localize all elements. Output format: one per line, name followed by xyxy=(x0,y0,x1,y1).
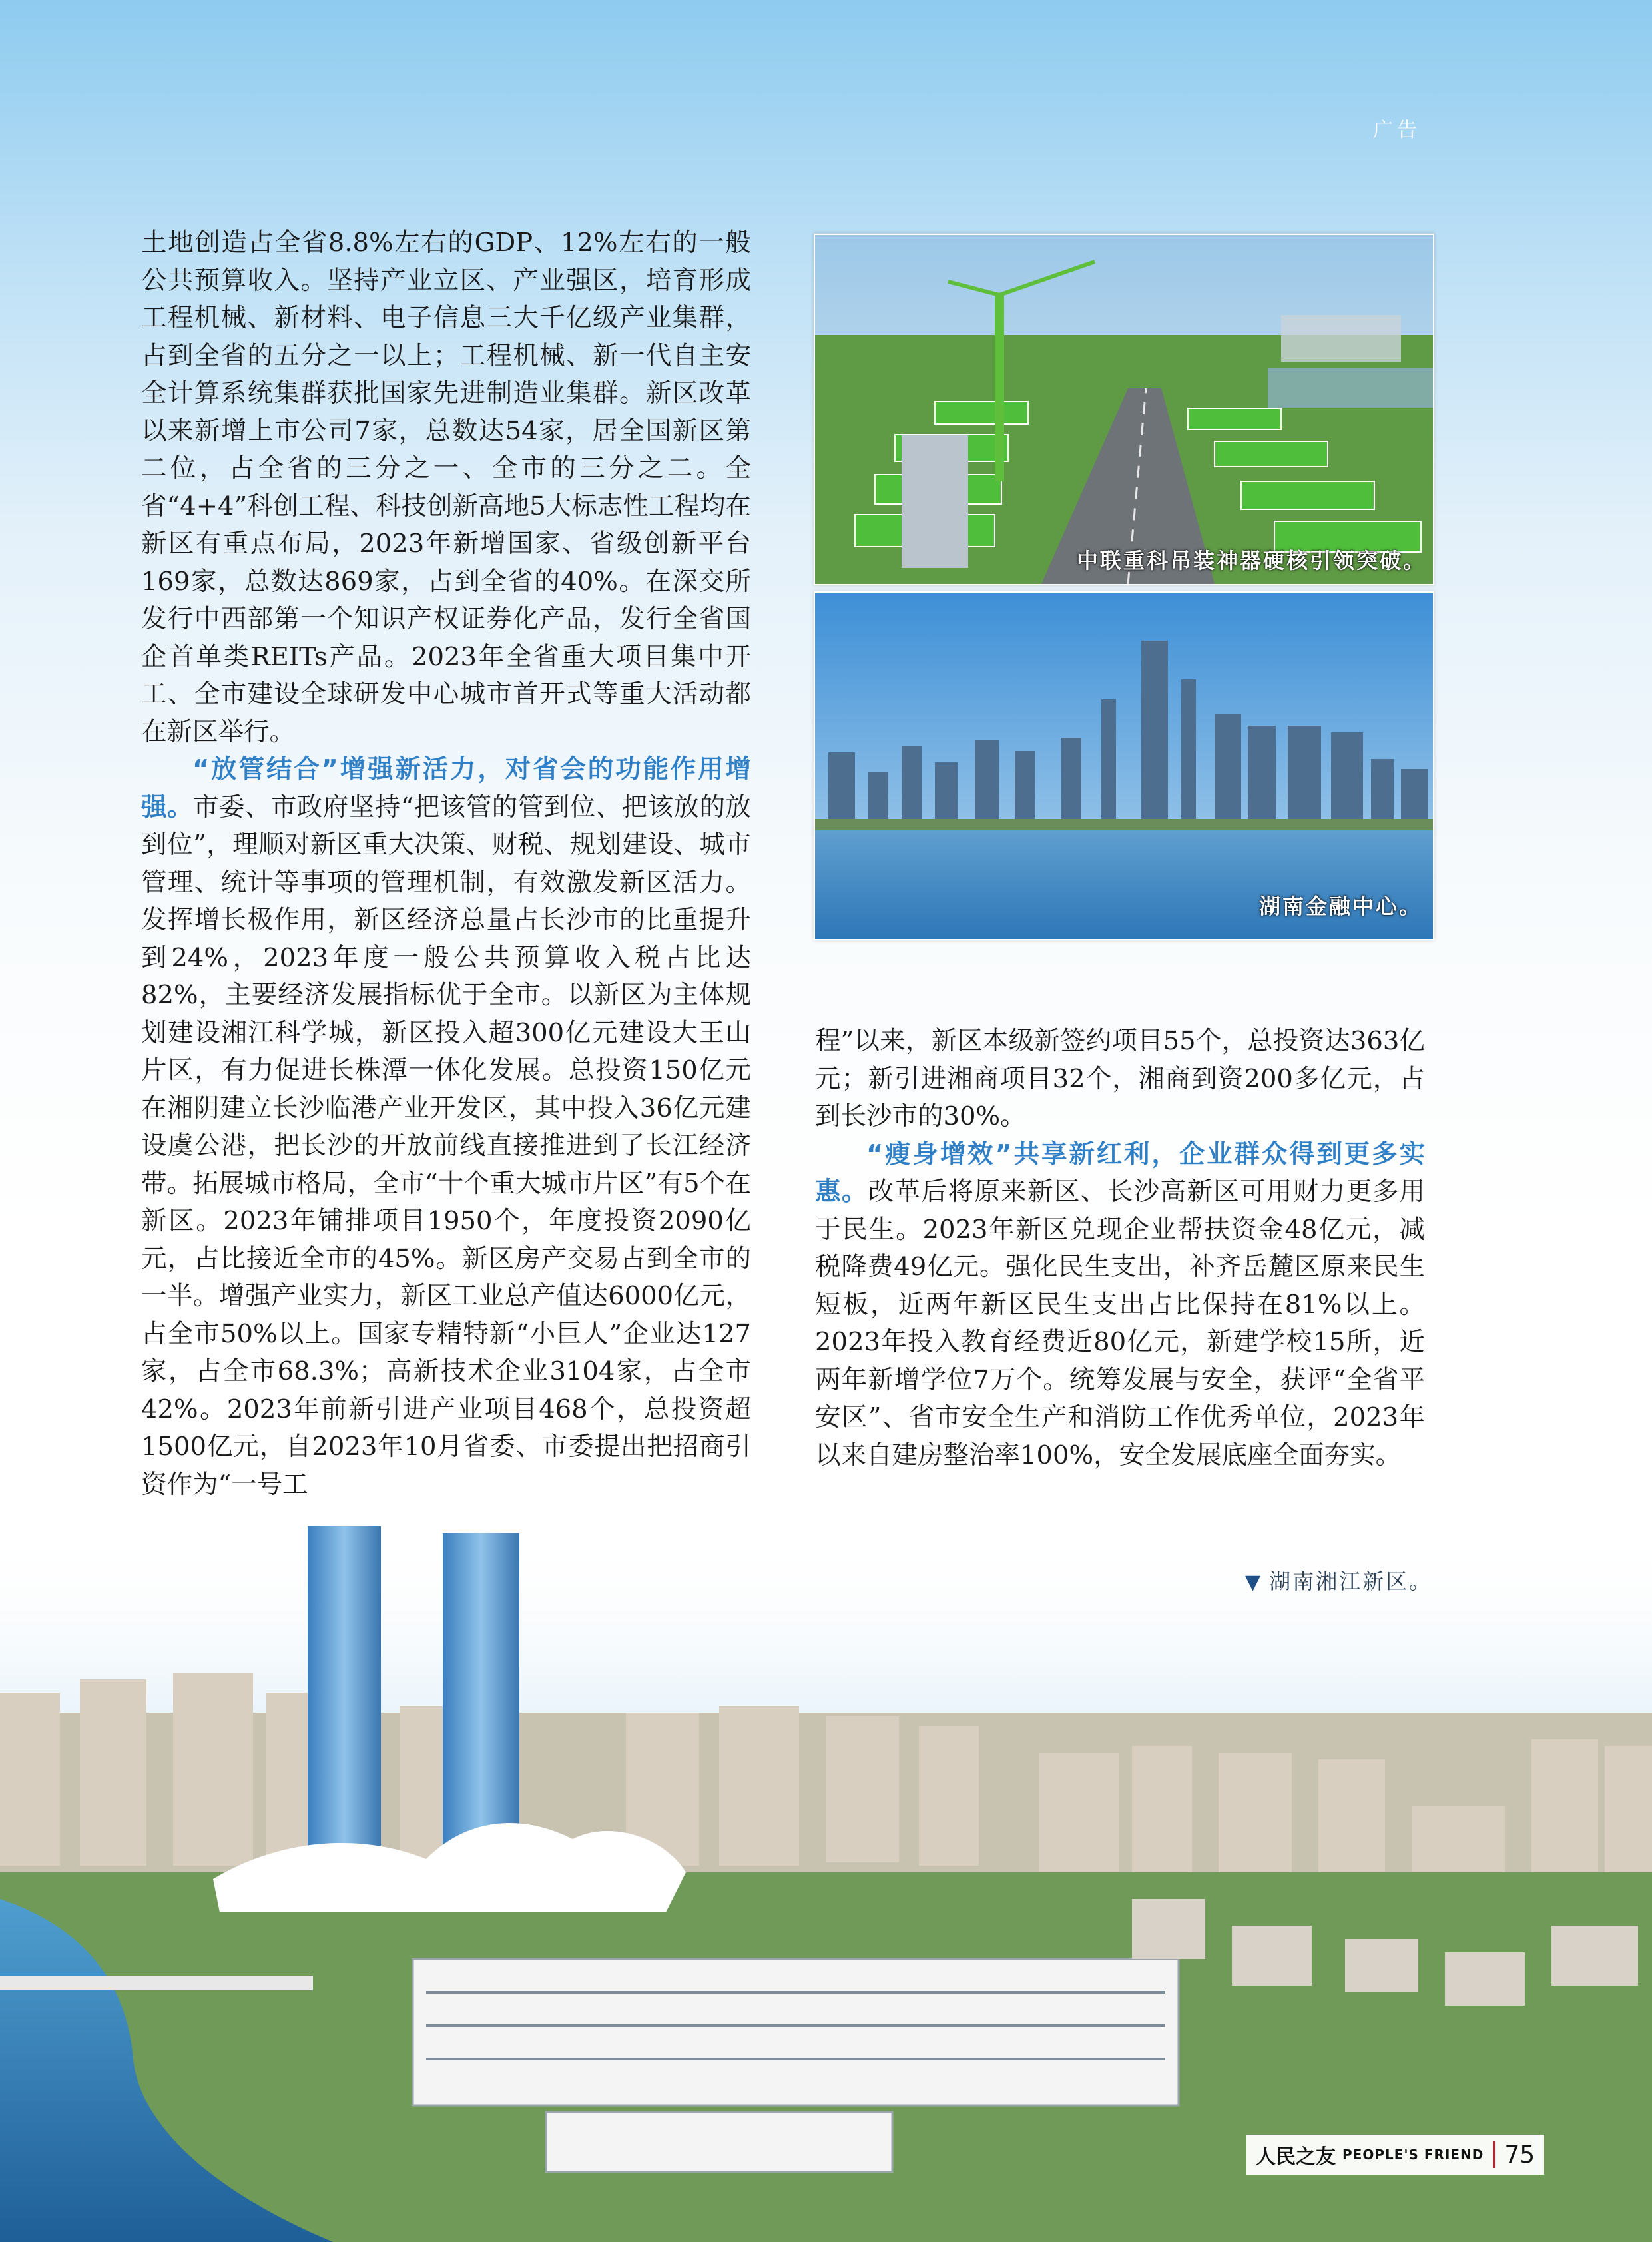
skyline-illustration xyxy=(815,593,1433,939)
footer-divider xyxy=(1493,2141,1495,2168)
page-footer xyxy=(1246,2135,1544,2175)
photo-crane-machinery xyxy=(814,234,1434,585)
paragraph-text: 改革后将原来新区、长沙高新区可用财力更多用于民生。2023年新区兑现企业帮扶资金48亿元，减税降费49亿元。强化民生支出，补齐岳麓区原来民生短板，近两年新区民生支出占比保持在81%以上。2023年投入教育经费近80亿元，新建学校15所，近两年新增学位7万个。统筹发展与安全，获评“全省平安区”、省市安全生产和消防工作优秀单位，2023年以来自建房整治率100%，安全发展底座全面夯实。 xyxy=(815,1177,1425,1470)
aerial-caption-text: 湖南湘江新区。 xyxy=(1269,1569,1433,1594)
aerial-caption xyxy=(1245,1565,1432,1595)
photo-caption: 湖南金融中心。 xyxy=(1258,894,1422,919)
section-heading: “放管结合”增强新活力，对省会的功能作用增强。 xyxy=(141,754,751,822)
magazine-name-cn: 人民之友 xyxy=(1256,2145,1336,2169)
paragraph xyxy=(815,1136,1425,1475)
advertisement-tag: 广告 xyxy=(1373,119,1421,142)
magazine-name-en: PEOPLE'S FRIEND xyxy=(1342,2147,1484,2163)
paragraph xyxy=(141,751,751,1504)
crane-machinery-illustration xyxy=(815,235,1433,584)
page-number: 75 xyxy=(1504,2141,1535,2169)
photo-financial-center xyxy=(814,591,1434,940)
text-column-left xyxy=(141,224,751,1504)
text-column-right xyxy=(815,1023,1425,1474)
paragraph-text: 市委、市政府坚持“把该管的管到位、把该放的放到位”，理顺对新区重大决策、财税、规划建设、城市管理、统计等事项的管理机制，有效激发新区活力。发挥增长极作用，新区经济总量占长沙市的比重提升到24%，2023年度一般公共预算收入税占比达82%，主要经济发展指标优于全市。以新区为主体规划建设湘江科学城，新区投入超300亿元建设大王山片区，有力促进长株潭一体化发展。总投资150亿元在湘阴建立长沙临港产业开发区，其中投入36亿元建设虞公港，把长沙的开放前线直接推进到了长江经济带。拓展城市格局，全市“十个重大城市片区”有5个在新区。2023年铺排项目1950个，年度投资2090亿元，占比接近全市的45%。新区房产交易占到全市的一半。增强产业实力，新区工业总产值达6000亿元，占全市50%以上。国家专精特新“小巨人”企业达127家，占全市68.3%；高新技术企业3104家，占全市42%。2023年前新引进产业项目468个，总投资超1500亿元，自2023年10月省委、市委提出把招商引资作为“一号工 xyxy=(141,792,751,1500)
photo-caption: 中联重科吊装神器硬核引领突破。 xyxy=(1076,548,1426,573)
triangle-down-icon: ▼ xyxy=(1245,1571,1263,1594)
paragraph: 土地创造占全省8.8%左右的GDP、12%左右的一般公共预算收入。坚持产业立区、产业强区，培育形成工程机械、新材料、电子信息三大千亿级产业集群，占到全省的五分之一以上；工程机械、新一代自主安全计算系统集群获批国家先进制造业集群。新区改革以来新增上市公司7家，总数达54家，居全国新区第二位，占全省的三分之一、全市的三分之二。全省“4+4”科创工程、科技创新高地5大标志性工程均在新区有重点布局，2023年新增国家、省级创新平台169家，总数达869家，占到全省的40%。在深交所发行中西部第一个知识产权证券化产品，发行全省国企首单类REITs产品。2023年全省重大项目集中开工、全市建设全球研发中心城市首开式等重大活动都在新区举行。 xyxy=(141,228,751,747)
paragraph: 程”以来，新区本级新签约项目55个，总投资达363亿元；新引进湘商项目32个，湘商到资200多亿元，占到长沙市的30%。 xyxy=(815,1026,1425,1131)
section-heading: “瘦身增效”共享新红利，企业群众得到更多实惠。 xyxy=(815,1139,1425,1207)
